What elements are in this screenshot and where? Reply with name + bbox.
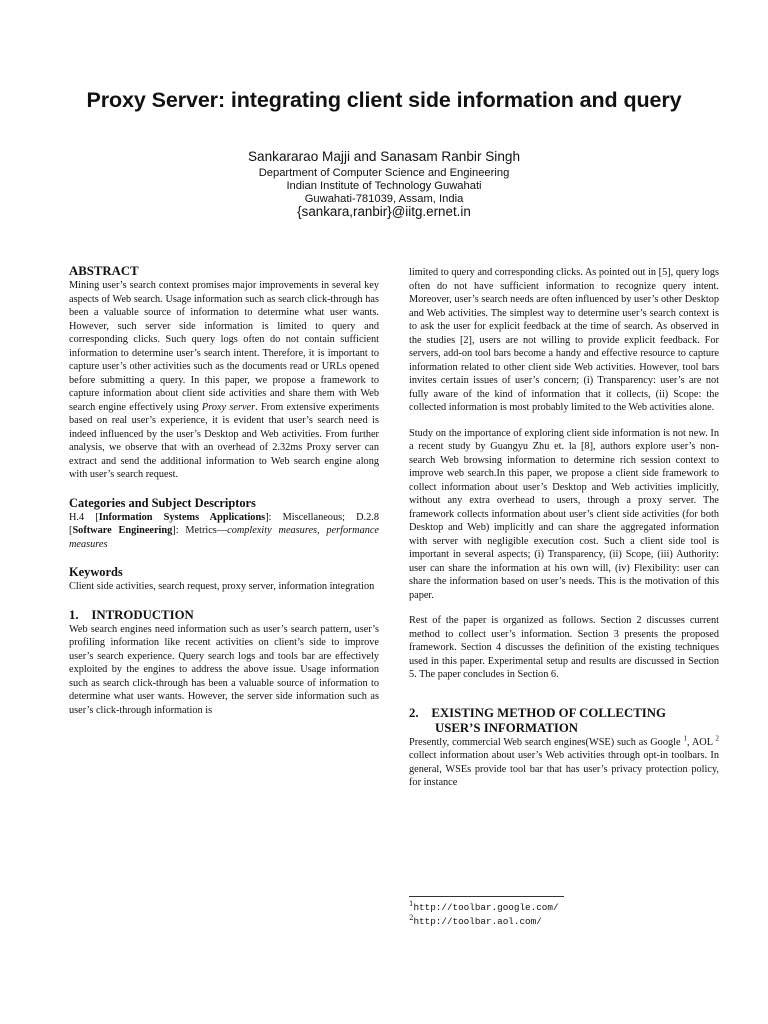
keywords-body: Client side activities, search request, proxy server, information integration bbox=[69, 581, 375, 592]
left-column bbox=[69, 264, 379, 717]
affiliation-line: Department of Computer Science and Engineering bbox=[258, 167, 510, 179]
introduction-heading: 1. INTRODUCTION bbox=[69, 607, 194, 622]
footnote-2: $^2$http://toolbar.aol.com/ bbox=[409, 913, 542, 927]
categories-body: H.4 [Information Systems Applications]: Miscellaneous; D.2.8 [Software Engineering]: Metrics—complexity measures, performance measures bbox=[69, 511, 380, 550]
paper-title: Proxy Server: integrating client side information and query bbox=[86, 88, 682, 112]
affiliation-line: Guwahati-781039, Assam, India bbox=[304, 193, 464, 205]
introduction-body: Web search engines need information such as user’s search pattern, user’s profiling information like recent activities on client’s side to improve user’s search experience. Query search logs and tools bar are effectively exploited by the engines to address the above issue. Usage information such as search click-through has been a valuable source of information to determine what user wants. However, the server side information such as user’s click-through information is bbox=[69, 623, 379, 716]
keywords-heading: Keywords bbox=[69, 565, 123, 579]
intro-paragraph: Study on the importance of exploring client side information is not new. In a recent study by Guangyu Zhu et. la [8], authors explore user’s non-search Web browsing information to determine rich session context to improve web search.In this paper, we propose a client side framework to collect information about user’s Desktop and Web activities implicitly, without any extra overhead to users, through a proxy server. The framework collects information about user’s client side activities (for both Desktop and Web) implicitly and can share the aggregated information with server with negligible execution cost. Such a client side tool is important in several aspects; (i) Transparency, (ii) Scope, (iii) Authority: user can share the information at his own will, (iv) Flexibility: user can share the information based on user’s needs. This is the motivation of this paper. bbox=[409, 427, 719, 601]
right-column bbox=[409, 266, 719, 790]
paper-authors: Sankararao Majji and Sanasam Ranbir Singh bbox=[247, 149, 521, 164]
section-2-heading: 2. EXISTING METHOD OF COLLECTING USER’S INFORMATION bbox=[409, 705, 666, 735]
author-email: {sankara,ranbir}@iitg.ernet.in bbox=[297, 204, 471, 219]
abstract-heading: ABSTRACT bbox=[69, 264, 139, 278]
intro-paragraph: Rest of the paper is organized as follows. Section 2 discusses current method to collect user’s information. Section 3 presents the proposed framework. Section 4 discusses the definition of the existing techniques used in this paper. Experimental setup and results are discussed in Section 5. The paper concludes in Section 6. bbox=[409, 615, 719, 680]
section-2-body: Presently, commercial Web search engines(WSE) such as Google $^1$, AOL $^2$ collect information about user’s Web activities through opt-in toolbars. In general, WSEs provide tool bar that has user’s privacy protection policy, for instance bbox=[409, 734, 720, 788]
abstract-body: Mining user’s search context promises major improvements in several key aspects of Web search. Usage information such as search click-through has been a valuable source of information to determine what user wants. However, such server side information is limited to query and corresponding clicks. Such query logs often do not contain sufficient information to determine user’s search intent. Therefore, it is important to capture user’s other activities such as the documents read or URLs opened before submitting a query. In this paper, we propose a framework to capture information about client side activities and share them with Web search engine effectively using Proxy server. From extensive experiments based on real user’s experience, it is evident that user’s search need is indeed influenced by the user’s Desktop and Web activities. From further analysis, we observe that with an overhead of 2.32ms Proxy server can extract and send the additional information to Web search engine along with user’s search request. bbox=[69, 280, 379, 480]
affiliation-line: Indian Institute of Technology Guwahati bbox=[286, 180, 482, 192]
intro-paragraph: limited to query and corresponding clicks. As pointed out in [5], query logs often do not have sufficient information to recognize query intent. Moreover, user’s search needs are often influenced by user’s other Desktop and Web activities. The simplest way to determine user’s search context is to ask the user for explicit feedback at the time of search. As observed in the studies [2], users are not willing to provide explicit feedback. For servers, add-on tool bars become a handy and effective resource to capture information related to other client side Web activities. However, tool bars invites certain issues of user’s concern; (i) Transparency: user’s are not fully aware of the kind of information that it collects, (ii) Scope: the collected information is most probably limited to the Web activities alone. bbox=[409, 267, 720, 413]
categories-heading: Categories and Subject Descriptors bbox=[69, 495, 256, 510]
footnote-1: $^1$http://toolbar.google.com/ bbox=[409, 899, 559, 913]
footnote-divider bbox=[409, 896, 564, 897]
